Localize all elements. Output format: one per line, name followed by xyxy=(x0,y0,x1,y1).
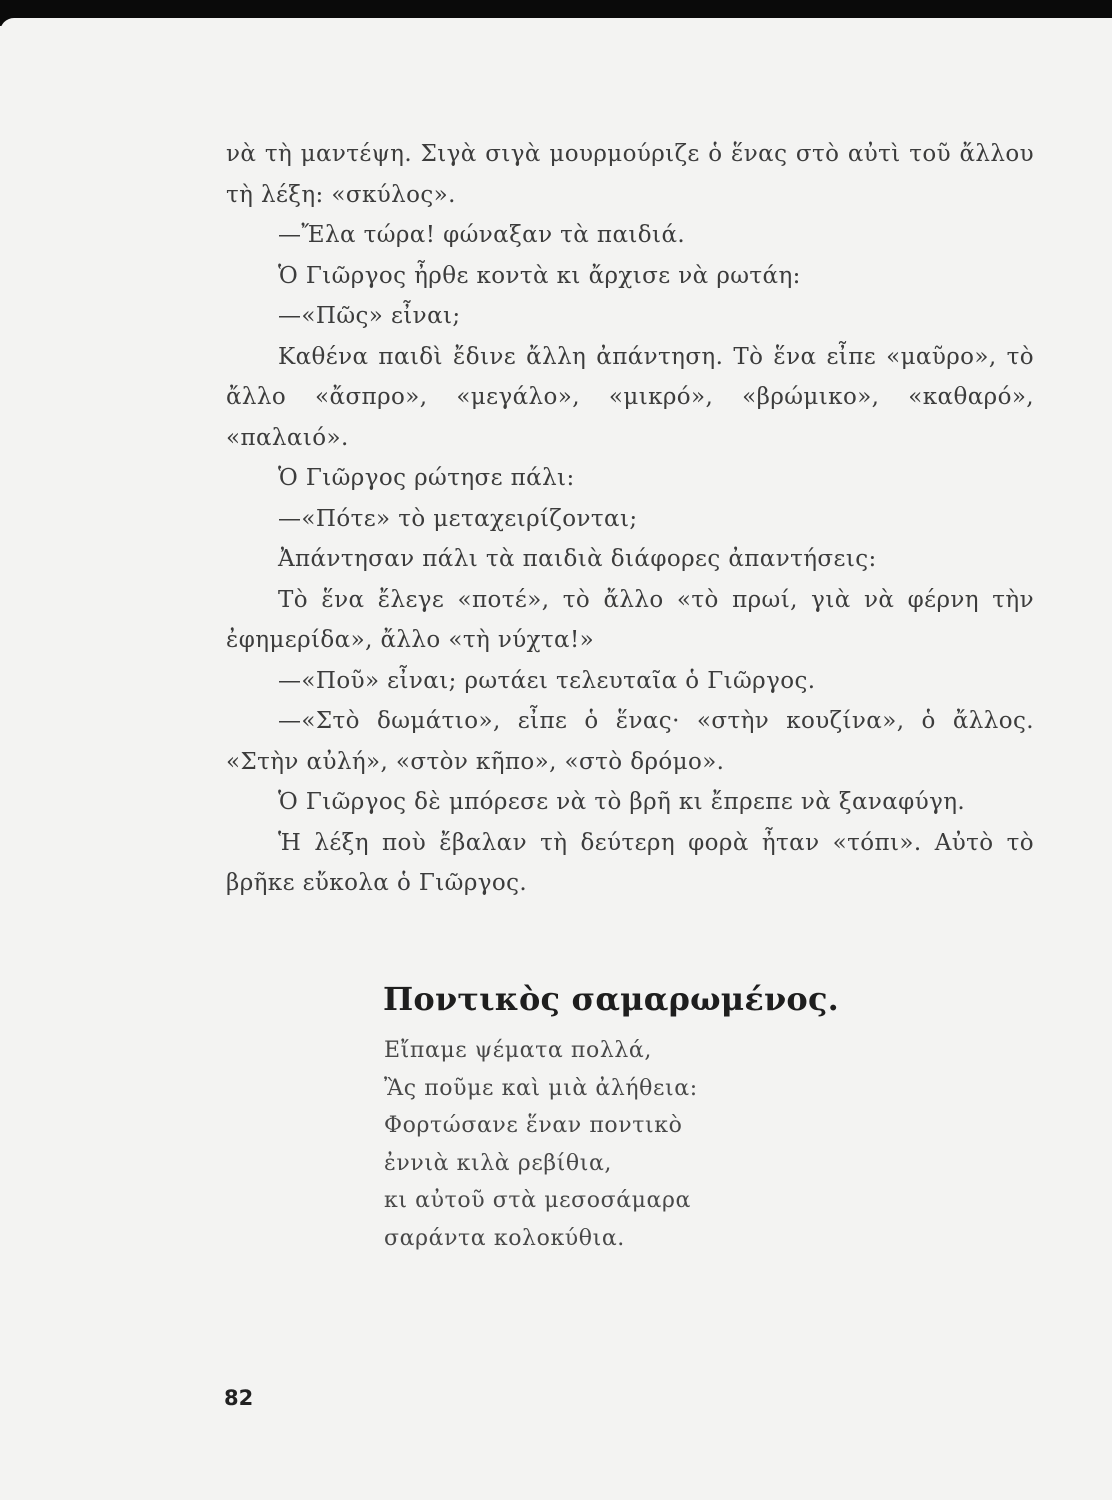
poem-line: ἐννιὰ κιλὰ ρεβίθια, xyxy=(384,1150,612,1176)
paragraph-11: —«Στὸ δωμάτιο», εἶπε ὁ ἕνας· «στὴν κουζίνα», ὁ ἄλλος. «Στὴν αὐλή», «στὸν κῆπο», «στὸ δρόμο». xyxy=(226,708,1034,775)
paragraph-6: Ὁ Γιῶργος ρώτησε πάλι: xyxy=(278,465,575,491)
poem-body xyxy=(384,1032,698,1257)
poem-line: σαράντα κολοκύθια. xyxy=(384,1225,625,1251)
paragraph-12: Ὁ Γιῶργος δὲ μπόρεσε νὰ τὸ βρῆ κι ἔπρεπε νὰ ξαναφύγη. xyxy=(278,789,966,815)
page-number: 82 xyxy=(224,1386,254,1410)
paragraph-10: —«Ποῦ» εἶναι; ρωτάει τελευταῖα ὁ Γιῶργος. xyxy=(278,667,816,694)
paragraph-13: Ἡ λέξη ποὺ ἔβαλαν τὴ δεύτερη φορὰ ἦταν «τόπι». Αὐτὸ τὸ βρῆκε εὔκολα ὁ Γιῶργος. xyxy=(226,829,1034,896)
poem-title: Ποντικὸς σαμαρωμένος. xyxy=(383,980,839,1018)
paragraph-2: —Ἔλα τώρα! φώναξαν τὰ παιδιά. xyxy=(278,222,686,248)
paragraph-7: —«Πότε» τὸ μεταχειρίζονται; xyxy=(278,505,638,532)
poem-line: Φορτώσανε ἕναν ποντικὸ xyxy=(384,1113,683,1138)
paragraph-4: —«Πῶς» εἶναι; xyxy=(278,303,461,329)
poem-line: Ἂς ποῦμε καὶ μιὰ ἀλήθεια: xyxy=(384,1075,698,1101)
poem-line: Εἴπαμε ψέματα πολλά, xyxy=(384,1038,652,1063)
paragraph-9: Τὸ ἕνα ἔλεγε «ποτέ», τὸ ἄλλο «τὸ πρωί, γιὰ νὰ φέρνη τὴν ἐφημερίδα», ἄλλο «τὴ νύχτα!» xyxy=(226,586,1034,653)
paragraph-3: Ὁ Γιῶργος ἦρθε κοντὰ κι ἄρχισε νὰ ρωτάη: xyxy=(278,262,801,289)
paragraph-5: Καθένα παιδὶ ἔδινε ἄλλη ἀπάντηση. Τὸ ἕνα εἶπε «μαῦρο», τὸ ἄλλο «ἄσπρο», «μεγάλο», «μικρό», «βρώμικο», «καθαρό», «παλαιό». xyxy=(226,343,1034,451)
paragraph-8: Ἀπάντησαν πάλι τὰ παιδιὰ διάφορες ἀπαντήσεις: xyxy=(278,546,877,572)
paragraph-1: νὰ τὴ μαντέψη. Σιγὰ σιγὰ μουρμούριζε ὁ ἕνας στὸ αὐτὶ τοῦ ἄλλου τὴ λέξη: «σκύλος». xyxy=(226,141,1034,208)
poem-line: κι αὐτοῦ στὰ μεσοσάμαρα xyxy=(384,1188,691,1213)
prose-body xyxy=(226,134,1034,904)
